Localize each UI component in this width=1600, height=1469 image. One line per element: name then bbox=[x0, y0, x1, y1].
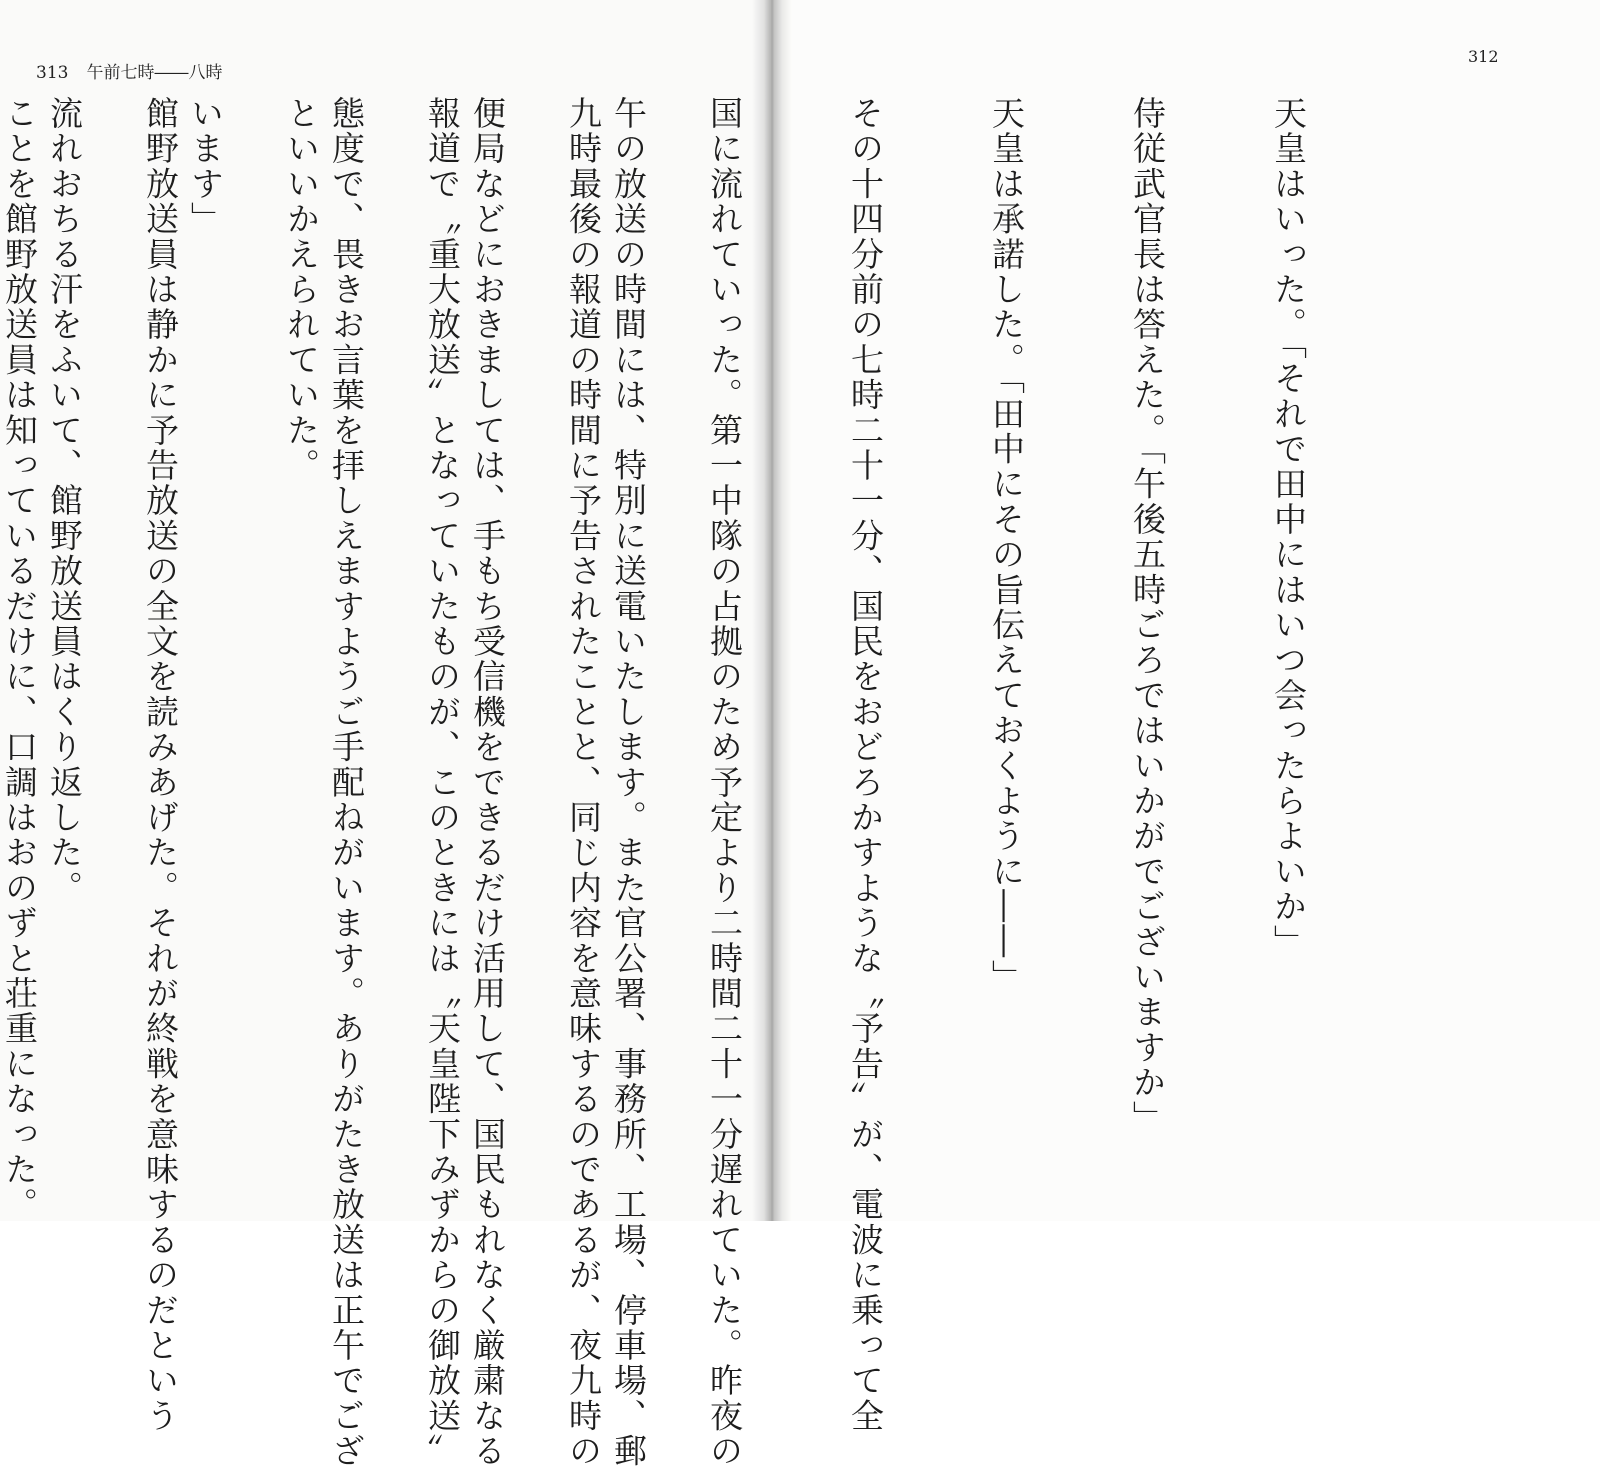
text-column: 流れおちる汗をふいて、館野放送員はくり返した。 bbox=[45, 96, 84, 906]
text-column: 国に流れていった。第一中隊の占拠のため予定より二時間二十一分遅れていた。昨夜の bbox=[705, 96, 744, 1469]
text-column: 侍従武官長は答えた。「午後五時ごろではいかがでございますか」 bbox=[1128, 96, 1167, 1136]
text-column: 午の放送の時間には、特別に送電いたします。また官公署、事務所、工場、停車場、郵 bbox=[609, 96, 648, 1469]
text-column: 便局などにおきましては、手もち受信機をできるだけ活用して、国民もれなく厳粛なる bbox=[468, 96, 507, 1469]
text-column: 天皇はいった。「それで田中にはいつ会ったらよいか」 bbox=[1269, 96, 1308, 960]
running-title: 午前七時――八時 bbox=[86, 63, 223, 83]
book-gutter-shadow bbox=[752, 0, 792, 1221]
page-number-left: 313 bbox=[36, 63, 69, 83]
text-column: 報道で〝重大放送〟となっていたものが、このときには〝天皇陛下みずからの御放送〟 bbox=[423, 96, 462, 1469]
page-number-right: 312 bbox=[1468, 47, 1499, 66]
text-column: 九時最後の報道の時間に予告されたことと、同じ内容を意味するのであるが、夜九時の bbox=[564, 96, 603, 1469]
text-column: 館野放送員は静かに予告放送の全文を読みあげた。それが終戦を意味するのだという bbox=[141, 96, 180, 1434]
text-column: その十四分前の七時二十一分、国民をおどろかすような〝予告〟が、電波に乗って全 bbox=[846, 96, 885, 1434]
right-page-body-text bbox=[0, 96, 1406, 1469]
text-column: 天皇は承諾した。「田中にその旨伝えておくように――」 bbox=[987, 96, 1026, 995]
text-column: ことを館野放送員は知っているだけに、口調はおのずと荘重になった。 bbox=[0, 96, 39, 1223]
text-column: といいかえられていた。 bbox=[282, 96, 321, 484]
text-column: います」 bbox=[186, 96, 225, 237]
text-column: 態度で、畏きお言葉を拝しえますようご手配ねがいます。ありがたき放送は正午でござ bbox=[327, 96, 366, 1469]
running-head bbox=[36, 58, 222, 83]
